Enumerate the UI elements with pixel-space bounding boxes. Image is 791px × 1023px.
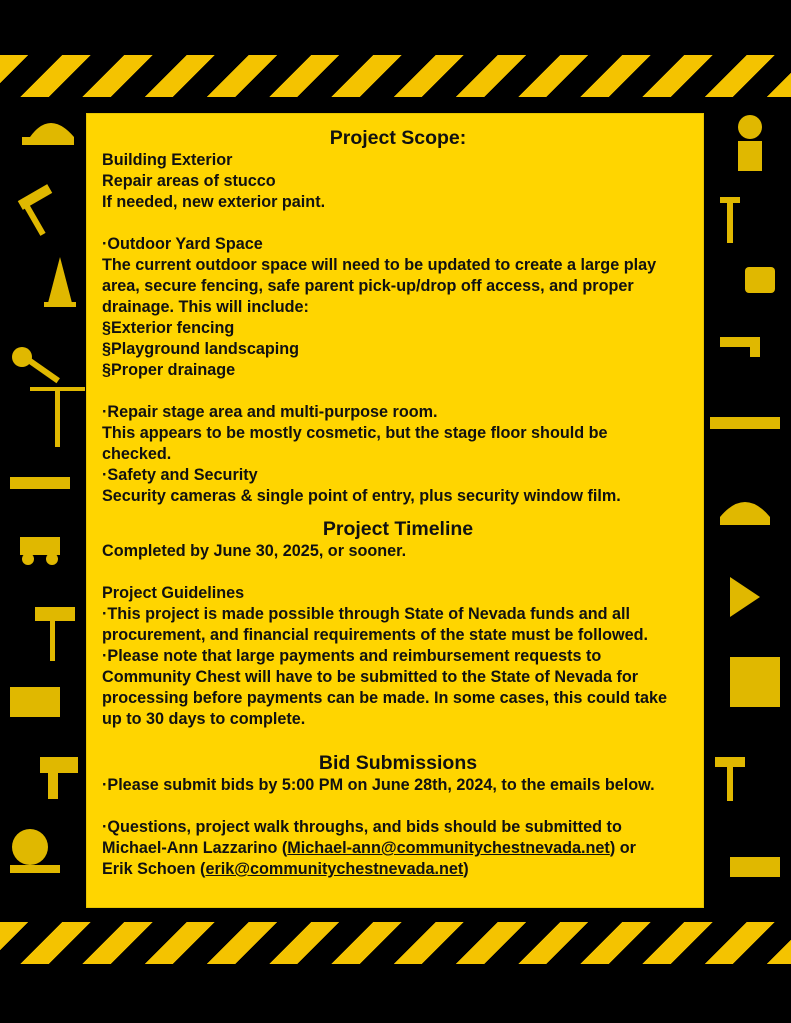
yard-item: §Exterior fencing — [102, 319, 235, 337]
excavator-icon — [20, 537, 60, 565]
project-scope-heading: Project Scope: — [329, 127, 467, 149]
worker-icon — [738, 115, 762, 171]
project-panel — [86, 113, 704, 908]
hammer-icon — [715, 757, 745, 801]
safety-line: Security cameras & single point of entry, plus security window film. — [102, 487, 621, 505]
level-icon — [710, 417, 780, 429]
yard-line: The current outdoor space will need to be updated to create a large play — [102, 256, 657, 274]
drill-icon — [40, 757, 78, 799]
contact-line-1 — [102, 838, 694, 859]
contact-1-after: ) or — [609, 839, 636, 857]
hammer-icon — [18, 184, 52, 236]
stage-title: ·Repair stage area and multi-purpose room. — [102, 403, 438, 421]
contact-2-after: ) — [463, 860, 469, 878]
yard-item: §Proper drainage — [102, 361, 236, 379]
bulldozer-icon — [730, 857, 780, 877]
saw-icon — [10, 477, 70, 489]
building-line: If needed, new exterior paint. — [102, 193, 326, 211]
hard-hat-icon — [720, 502, 770, 525]
guideline-line: ·This project is made possible through State of Nevada funds and all — [102, 605, 630, 623]
contact-2-name: Erik Schoen ( — [102, 860, 206, 878]
guideline-line: up to 30 days to complete. — [102, 710, 306, 728]
contact-line-2 — [102, 859, 694, 880]
guidelines-title: Project Guidelines — [102, 584, 245, 602]
paint-roller-icon — [35, 607, 75, 661]
stage-line: This appears to be mostly cosmetic, but the stage floor should be — [102, 424, 608, 442]
traffic-cone-icon — [44, 257, 76, 307]
bid-submissions-heading: Bid Submissions — [318, 752, 478, 774]
yard-line: area, secure fencing, safe parent pick-up/drop off access, and proper — [102, 277, 634, 295]
pipe-icon — [720, 337, 760, 357]
brick-wall-icon — [10, 687, 60, 717]
contact-2-email-link[interactable]: erik@communitychestnevada.net — [205, 860, 464, 878]
screw-icon — [720, 197, 740, 243]
contact-1-email-link[interactable]: Michael-ann@communitychestnevada.net — [287, 839, 610, 857]
building-line: Repair areas of stucco — [102, 172, 276, 190]
yard-line: drainage. This will include: — [102, 298, 309, 316]
yard-item: §Playground landscaping — [102, 340, 299, 358]
construction-icons-right — [700, 97, 791, 922]
tape-measure-icon — [745, 267, 775, 293]
guideline-line: ·Please note that large payments and reimbursement requests to — [102, 647, 602, 665]
wrench-icon — [12, 347, 60, 383]
bid-deadline: ·Please submit bids by 5:00 PM on June 28th, 2024, to the emails below. — [102, 776, 655, 794]
cement-mixer-icon — [10, 829, 60, 873]
building-exterior-title: Building Exterior — [102, 151, 233, 169]
stage-line: checked. — [102, 445, 172, 463]
hard-hat-icon — [22, 123, 74, 145]
hazard-stripe-top — [0, 55, 791, 97]
hazard-stripe-bottom — [0, 922, 791, 964]
contact-1-name: Michael-Ann Lazzarino ( — [102, 839, 288, 857]
safety-title: ·Safety and Security — [102, 466, 258, 484]
project-timeline-heading: Project Timeline — [322, 518, 474, 540]
yard-title: ·Outdoor Yard Space — [102, 235, 263, 253]
trowel-icon — [730, 577, 760, 617]
timeline-line: Completed by June 30, 2025, or sooner. — [102, 542, 407, 560]
window-icon — [730, 657, 780, 707]
crane-icon — [30, 387, 85, 447]
guideline-line: Community Chest will have to be submitted to the State of Nevada for — [102, 668, 639, 686]
bid-questions: ·Questions, project walk throughs, and bids should be submitted to — [102, 818, 622, 836]
guideline-line: processing before payments can be made. In some cases, this could take — [102, 689, 667, 707]
guideline-line: procurement, and financial requirements of the state must be followed. — [102, 626, 648, 644]
